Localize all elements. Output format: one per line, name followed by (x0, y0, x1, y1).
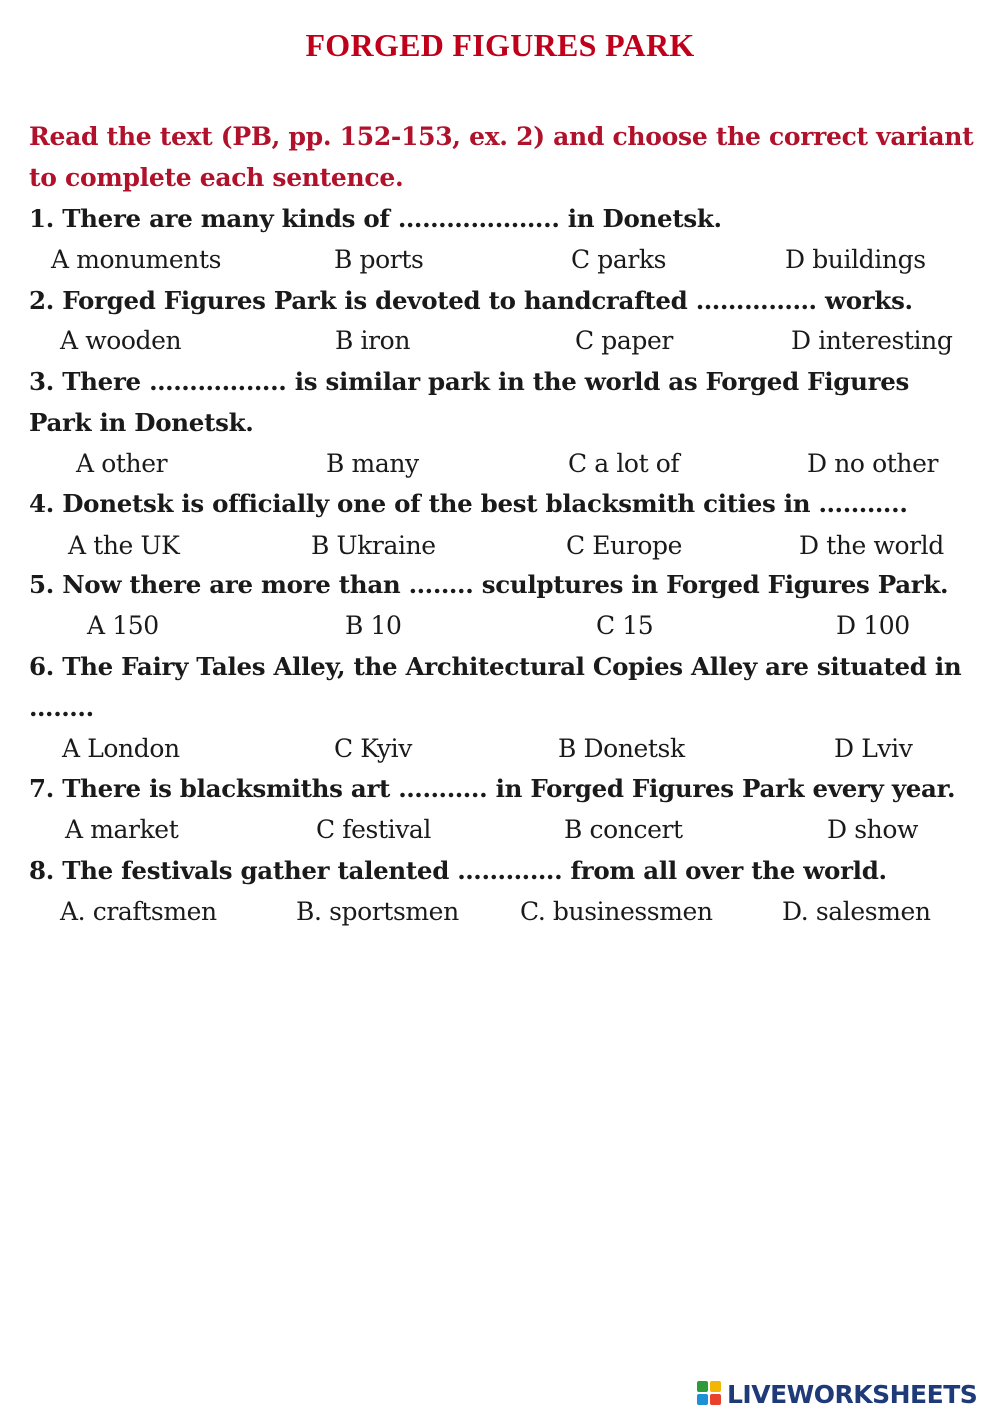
option-5b[interactable]: B 10 (345, 611, 402, 640)
option-1a[interactable]: A monuments (51, 245, 222, 274)
option-6a[interactable]: A London (62, 734, 180, 763)
instruction-text: Read the text (PB, pp. 152-153, ex. 2) and choose the correct variant to complete each sentence. (29, 122, 974, 192)
option-6b[interactable]: C Kyiv (334, 734, 412, 763)
logo-square-4 (710, 1394, 721, 1405)
option-8d[interactable]: D. salesmen (782, 897, 931, 926)
option-3c[interactable]: C a lot of (568, 449, 680, 478)
liveworksheets-logo-text: LIVEWORKSHEETS (727, 1379, 978, 1409)
option-4d[interactable]: D the world (799, 531, 944, 560)
liveworksheets-logo (697, 1378, 977, 1410)
option-5d[interactable]: D 100 (836, 611, 910, 640)
option-3a[interactable]: A other (76, 449, 168, 478)
option-1d[interactable]: D buildings (785, 245, 926, 274)
liveworksheets-logo-icon (697, 1381, 723, 1407)
worksheet-title: FORGED FIGURES PARK (305, 27, 695, 63)
logo-square-1 (697, 1381, 708, 1392)
question-3: 3. There …………….. is similar park in the world as Forged Figures Park in Donetsk. (29, 367, 909, 437)
option-5a[interactable]: A 150 (87, 611, 159, 640)
option-2b[interactable]: B iron (335, 326, 411, 355)
question-8: 8. The festivals gather talented …………. from all over the world. (29, 856, 887, 885)
question-6: 6. The Fairy Tales Alley, the Architectural Copies Alley are situated in …….. (29, 652, 962, 722)
option-1b[interactable]: B ports (334, 245, 424, 274)
option-7b[interactable]: C festival (316, 815, 432, 844)
question-2: 2. Forged Figures Park is devoted to handcrafted …………… works. (29, 286, 913, 315)
question-7: 7. There is blacksmiths art ……….. in Forged Figures Park every year. (29, 774, 956, 803)
option-8c[interactable]: C. businessmen (520, 897, 713, 926)
option-6d[interactable]: D Lviv (834, 734, 913, 763)
option-7c[interactable]: B concert (564, 815, 683, 844)
option-8a[interactable]: A. craftsmen (60, 897, 217, 926)
option-4b[interactable]: B Ukraine (311, 531, 436, 560)
question-5: 5. Now there are more than …….. sculptures in Forged Figures Park. (29, 570, 949, 599)
option-5c[interactable]: C 15 (596, 611, 654, 640)
option-3d[interactable]: D no other (807, 449, 939, 478)
option-7d[interactable]: D show (827, 815, 918, 844)
question-1: 1. There are many kinds of ……………….. in Donetsk. (29, 204, 722, 233)
option-2c[interactable]: C paper (575, 326, 673, 355)
option-2a[interactable]: A wooden (60, 326, 182, 355)
option-8b[interactable]: B. sportsmen (296, 897, 459, 926)
option-1c[interactable]: C parks (571, 245, 667, 274)
option-4c[interactable]: C Europe (566, 531, 683, 560)
logo-square-2 (710, 1381, 721, 1392)
option-2d[interactable]: D interesting (791, 326, 953, 355)
option-7a[interactable]: A market (65, 815, 179, 844)
question-4: 4. Donetsk is officially one of the best blacksmith cities in ……….. (29, 489, 908, 518)
option-4a[interactable]: A the UK (68, 531, 180, 560)
option-3b[interactable]: B many (326, 449, 419, 478)
option-6c[interactable]: B Donetsk (558, 734, 685, 763)
logo-square-3 (697, 1394, 708, 1405)
